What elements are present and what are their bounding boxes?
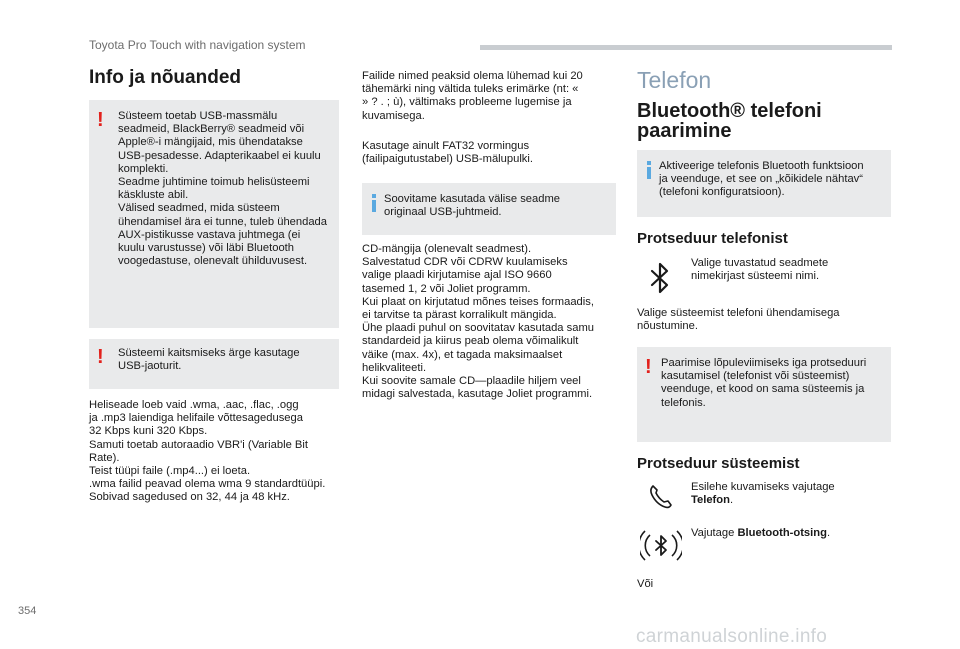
heading-bluetooth-line2: paarimine <box>637 120 732 142</box>
info-text-cables: Soovitame kasutada välise seadme originaal USB-juhtmeid. <box>384 193 560 219</box>
bluetooth-search-post: . <box>826 527 831 539</box>
warning-box-hub <box>89 339 339 389</box>
cd-paragraph: CD-mängija (olenevalt seadmest). Salvestatud CDR või CDRW kuulamiseks valige plaadi kirjutamise ajal ISO 9660 tasemed 1, 2 või Joliet programm. Kui plaat on kirjutatud mõnes teises formaadis, ei tarvitse ta pärast korralikult mängida. Ühe plaadi puhul on soovitatav kasutada samu standardeid ja kiirus peab olema võimalikult väike (max. 4x), et tagada maksimaalset helikvaliteeti. Kui soovite samale CD—plaadile hiljem veel midagi salvestada, kasutage Joliet programmi. <box>362 243 594 401</box>
info-icon <box>647 161 651 165</box>
fat32-paragraph: Kasutage ainult FAT32 vormingus (failipaigutustabel) USB-mälupulki. <box>362 140 533 166</box>
subheading-from-phone: Protseduur telefonist <box>637 230 788 247</box>
warning-icon: ! <box>97 346 104 368</box>
warning-icon: ! <box>645 356 652 378</box>
header-rule <box>480 45 892 50</box>
phone-handset-icon <box>645 480 677 512</box>
info-box-bluetooth <box>637 150 891 217</box>
info-text-bluetooth: Aktiveerige telefonis Bluetooth funktsioon ja veenduge, et see on „kõikidele nähtav“ (telefoni konfiguratsioon). <box>659 160 864 199</box>
page-number: 354 <box>18 605 37 617</box>
phone-step-text-bold: Telefon <box>691 494 730 507</box>
bluetooth-search-step-text <box>691 527 891 540</box>
accept-pairing-paragraph: Valige süsteemist telefoni ühendamisega nõustumine. <box>637 307 840 333</box>
warning-box-pairing <box>637 347 891 442</box>
running-header-title: Toyota Pro Touch with navigation system <box>89 38 306 52</box>
bluetooth-search-pre: Vajutage <box>691 527 738 539</box>
warning-text-pairing: Paarimise lõpuleviimiseks iga protseduuri kasutamisel (telefonist või süsteemist) veenduge, et kood on sama süsteemis ja telefonis. <box>661 357 867 409</box>
warning-icon: ! <box>97 109 104 131</box>
formats-paragraph: Heliseade loeb vaid .wma, .aac, .flac, .ogg ja .mp3 laiendiga helifaile võttesagedusega 32 Kbps kuni 320 Kbps. Samuti toetab autoraadio VBR'i (Variable Bit Rate). Teist tüüpi faile (.mp4...) ei loeta. .wma failid peavad olema wma 9 standardtüüpi. Sobivad sagedused on 32, 44 ja 48 kHz. <box>89 399 326 504</box>
phone-step-text-pre: Esilehe kuvamiseks vajutage <box>691 481 835 493</box>
bluetooth-search-bold: Bluetooth-otsing <box>737 527 827 539</box>
filenames-paragraph: Failide nimed peaksid olema lühemad kui 20 tähemärki ning vältida tuleks erimärke (nt: « » ? . ; ù), vältimaks probleeme lugemise ja kuvamisega. <box>362 70 583 122</box>
bluetooth-icon <box>645 258 675 300</box>
bluetooth-step-text: Valige tuvastatud seadmete nimekirjast süsteemi nimi. <box>691 257 829 283</box>
section-title-telefon: Telefon <box>637 67 712 93</box>
subheading-from-system: Protseduur süsteemist <box>637 455 800 472</box>
warning-text-usb: Süsteem toetab USB-massmälu seadmeid, BlackBerry® seadmeid või Apple®-i mängijaid, mis ühendatakse USB-pesadesse. Adapterikaabel ei kuulu komplekti. Seadme juhtimine toimub helisüsteemi käskluste abil. Välised seadmed, mida süsteem ühendamisel ära ei tunne, tuleb ühendada AUX-pistikusse vastava juhtmega (ei kuulu varustusse) või läbi Bluetooth voogedastuse, olenevalt ühilduvusest. <box>118 110 327 268</box>
info-icon <box>372 194 376 198</box>
info-box-cables <box>362 183 616 235</box>
heading-info: Info ja nõuanded <box>89 67 241 88</box>
phone-step-text <box>691 481 891 507</box>
heading-bluetooth-line1: Bluetooth® telefoni <box>637 100 822 122</box>
or-text: Või <box>637 578 654 590</box>
info-icon-stem <box>372 200 376 212</box>
phone-step-text-post: . <box>729 494 734 507</box>
bluetooth-search-icon <box>640 524 682 572</box>
warning-box-usb <box>89 100 339 328</box>
info-icon-stem <box>647 167 651 179</box>
watermark: carmanualsonline.info <box>636 626 828 647</box>
warning-text-hub: Süsteemi kaitsmiseks ärge kasutage USB-jaoturit. <box>118 347 300 373</box>
